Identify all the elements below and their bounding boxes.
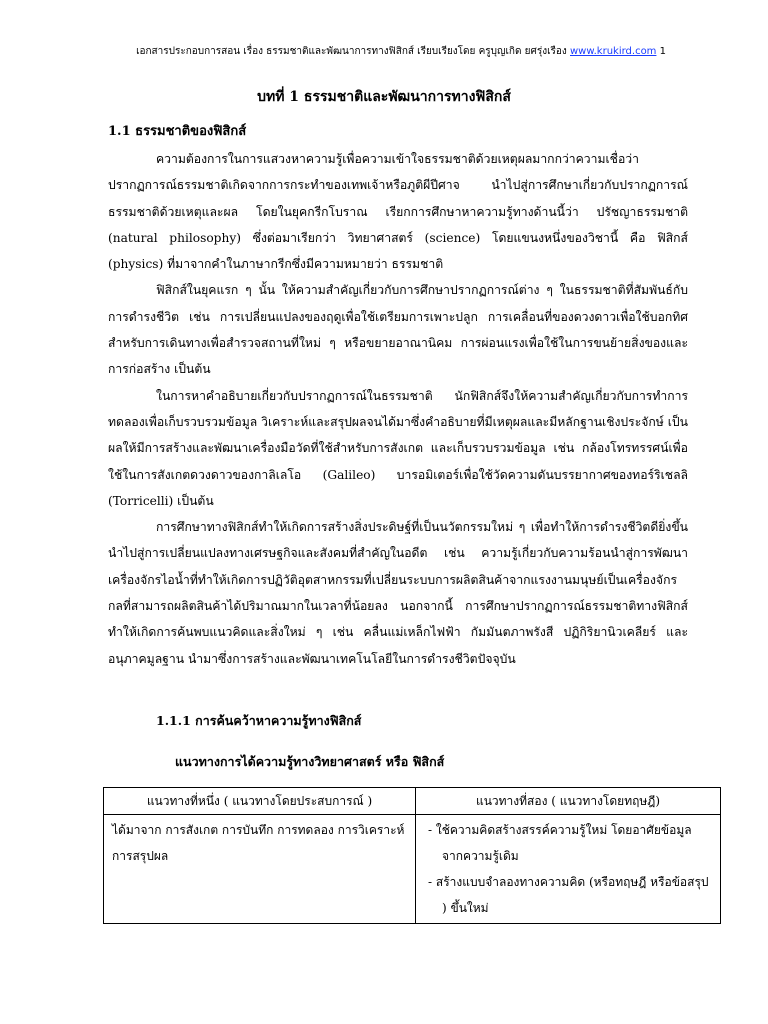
table-cell-experience: ได้มาจาก การสังเกต การบันทึก การทดลอง การวิเคราะห์ การสรุปผล	[104, 815, 416, 924]
paragraph: ความต้องการในการแสวงหาความรู้เพื่อความเข้าใจธรรมชาติด้วยเหตุผลมากกว่าความเชื่อว่าปรากฏการณ์ธรรมชาติเกิดจากการกระทำของเทพเจ้าหรือภูติผีปีศาจ นำไปสู่การศึกษาเกี่ยวกับปรากฏการณ์ธรรมชาติด้วยเหตุและผล โดยในยุคกรีกโบราณ เรียกการศึกษาหาความรู้ทางด้านนี้ว่า ปรัชญาธรรมชาติ (natural philosophy) ซึ่งต่อมาเรียกว่า วิทยาศาสตร์ (science) โดยแขนงหนึ่งของวิชานี้ คือ ฟิสิกส์ (physics) ที่มาจากคำในภาษากรีกซึ่งมีความหมายว่า ธรรมชาติ	[108, 152, 688, 272]
paragraph: ในการหาคำอธิบายเกี่ยวกับปรากฏการณ์ในธรรมชาติ นักฟิสิกส์จึงให้ความสำคัญเกี่ยวกับการทำการทดลองเพื่อเก็บรวบรวมข้อมูล วิเคราะห์และสรุปผลจนได้มาซึ่งคำอธิบายที่มีเหตุผลและมีหลักฐานเชิงประจักษ์ เป็นผลให้มีการสร้างและพัฒนาเครื่องมือวัดที่ใช้สำหรับการสังเกต และเก็บรวบรวมข้อมูล เช่น กล้องโทรทรรศน์เพื่อใช้ในการสังเกตดวงดาวของกาลิเลโอ (Galileo) บารอมิเตอร์เพื่อใช้วัดความดันบรรยากาศของทอร์ริเชลลิ (Torricelli) เป็นต้น	[108, 388, 688, 508]
list-item: - สร้างแบบจำลองทางความคิด (หรือทฤษฎี หรือข้อสรุป ) ขึ้นใหม่	[428, 875, 709, 915]
table-header-row	[104, 788, 721, 815]
table-cell-theory	[416, 815, 721, 924]
body-text	[108, 146, 688, 672]
page-number: 1	[659, 46, 666, 57]
page-header	[136, 44, 666, 59]
header-link[interactable]: www.krukird.com	[570, 46, 657, 57]
table-header-experience: แนวทางที่หนึ่ง ( แนวทางโดยประสบการณ์ )	[104, 788, 416, 815]
header-text: เอกสารประกอบการสอน เรื่อง ธรรมชาติและพัฒนาการทางฟิสิกส์ เรียบเรียงโดย ครูบุญเกิด ยศรุ่งเรือง	[136, 46, 567, 57]
subsection-heading: 1.1.1 การค้นคว้าหาความรู้ทางฟิสิกส์	[156, 713, 362, 728]
paragraph: การศึกษาทางฟิสิกส์ทำให้เกิดการสร้างสิ่งประดิษฐ์ที่เป็นนวัตกรรมใหม่ ๆ เพื่อทำให้การดำรงชีวิตดียิ่งขึ้นนำไปสู่การเปลี่ยนแปลงทางเศรษฐกิจและสังคมที่สำคัญในอดีต เช่น ความรู้เกี่ยวกับความร้อนนำสู่การพัฒนาเครื่องจักรไอน้ำที่ทำให้เกิดการปฏิวัติอุตสาหกรรมที่เปลี่ยนระบบการผลิตสินค้าจากแรงงานมนุษย์เป็นเครื่องจักรกลที่สามารถผลิตสินค้าได้ปริมาณมากในเวลาที่น้อยลง นอกจากนี้ การศึกษาปรากฏการณ์ธรรมชาติทางฟิสิกส์ทำให้เกิดการค้นพบแนวคิดและสิ่งใหม่ ๆ เช่น คลื่นแม่เหล็กไฟฟ้า กัมมันตภาพรังสี ปฏิกิริยานิวเคลียร์ และอนุภาคมูลฐาน นำมาซึ่งการสร้างและพัฒนาเทคโนโลยีในการดำรงชีวิตปัจจุบัน	[108, 520, 688, 666]
list-item: - ใช้ความคิดสร้างสรรค์ความรู้ใหม่ โดยอาศัยข้อมูลจากความรู้เดิม	[428, 823, 692, 863]
approach-heading: แนวทางการได้ความรู้ทางวิทยาศาสตร์ หรือ ฟิสิกส์	[175, 754, 445, 769]
paragraph: ฟิสิกส์ในยุคแรก ๆ นั้น ให้ความสำคัญเกี่ยวกับการศึกษาปรากฏการณ์ต่าง ๆ ในธรรมชาติที่สัมพันธ์กับการดำรงชีวิต เช่น การเปลี่ยนแปลงของฤดูเพื่อใช้เตรียมการเพาะปลูก การเคลื่อนที่ของดวงดาวเพื่อใช้บอกทิศสำหรับการเดินทางเพื่อสำรวจสถานที่ใหม่ ๆ หรือขยายอาณานิคม การผ่อนแรงเพื่อใช้ในการขนย้ายสิ่งของและการก่อสร้าง เป็นต้น	[108, 283, 688, 377]
table-row	[104, 815, 721, 924]
chapter-title: บทที่ 1 ธรรมชาติและพัฒนาการทางฟิสิกส์	[257, 89, 511, 105]
section-heading: 1.1 ธรรมชาติของฟิสิกส์	[108, 124, 247, 139]
table-header-theory: แนวทางที่สอง ( แนวทางโดยทฤษฎี)	[416, 788, 721, 815]
approach-table	[103, 787, 721, 924]
